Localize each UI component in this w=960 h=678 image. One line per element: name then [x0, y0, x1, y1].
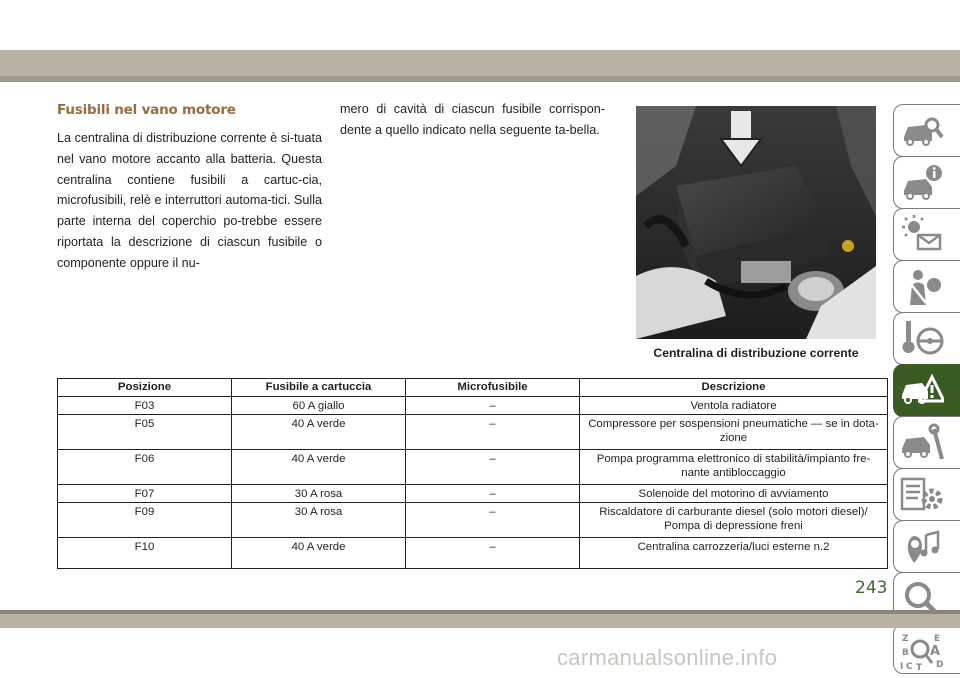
cell-description: Ventola radiatore	[580, 397, 888, 415]
cell-position: F09	[58, 503, 232, 538]
multimedia-icon	[900, 527, 944, 567]
car-wrench-icon	[900, 423, 944, 463]
table-row	[58, 397, 888, 415]
car-magnifier-icon	[900, 111, 944, 151]
tab-warning-light-message[interactable]	[893, 208, 960, 261]
cell-position: F07	[58, 485, 232, 503]
table-header-row	[58, 379, 888, 397]
table-row	[58, 503, 888, 538]
tab-car-magnifier[interactable]	[893, 104, 960, 157]
fuse-box-photo	[636, 106, 876, 339]
table-row	[58, 415, 888, 450]
column-header-description: Descrizione	[580, 379, 888, 397]
cell-position: F05	[58, 415, 232, 450]
table-row	[58, 450, 888, 485]
index-letter-d: D	[936, 660, 944, 670]
tab-car-warning-triangle[interactable]	[893, 364, 960, 417]
cell-description: Centralina carrozzeria/luci esterne n.2	[580, 538, 888, 569]
cell-position: F06	[58, 450, 232, 485]
column-header-mini-fuse: Microfusibile	[406, 379, 580, 397]
cell-position: F10	[58, 538, 232, 569]
seatbelt-airbag-icon	[900, 267, 944, 307]
figure-caption: Centralina di distribuzione corrente	[653, 346, 859, 360]
alphabetical-index-icon	[900, 631, 944, 671]
tab-key-steering-wheel[interactable]	[893, 312, 960, 365]
cell-mini-fuse: –	[406, 415, 580, 450]
cell-description: Riscaldatore di carburante diesel (solo motori diesel)/ Pompa di depressione freni	[580, 503, 888, 538]
column-header-position: Posizione	[58, 379, 232, 397]
index-letter-c: C	[906, 662, 913, 671]
cell-mini-fuse: –	[406, 450, 580, 485]
warning-light-message-icon	[900, 215, 944, 255]
section-title: Fusibili nel vano motore	[57, 102, 236, 118]
car-warning-triangle-icon	[900, 371, 944, 411]
cell-description: Pompa programma elettronico di stabilità/impianto fre-nante antibloccaggio	[580, 450, 888, 485]
tab-car-info[interactable]	[893, 156, 960, 209]
cell-mini-fuse: –	[406, 503, 580, 538]
tab-seatbelt-airbag[interactable]	[893, 260, 960, 313]
top-band	[0, 50, 960, 82]
cell-cartridge-fuse: 60 A giallo	[232, 397, 406, 415]
table-row	[58, 538, 888, 569]
index-letter-a: A	[930, 644, 941, 659]
tab-car-wrench[interactable]	[893, 416, 960, 469]
index-letter-i: I	[900, 662, 904, 671]
body-paragraph-left: La centralina di distribuzione corrente è si-tuata nel vano motore accanto alla batteria. Questa centralina contiene fusibili a cartuc-cia, microfusibili, relè e interruttori automa-tici. Sulla parte interna del coperchio po-trebbe essere riportata la descrizione di ciascun fusibile o componente oppure il nu-	[57, 131, 322, 270]
cell-cartridge-fuse: 40 A verde	[232, 538, 406, 569]
fuse-table	[57, 378, 888, 569]
column-header-cartridge-fuse: Fusibile a cartuccia	[232, 379, 406, 397]
cell-cartridge-fuse: 30 A rosa	[232, 485, 406, 503]
index-letter-z: Z	[902, 634, 909, 644]
cell-mini-fuse: –	[406, 397, 580, 415]
cell-cartridge-fuse: 40 A verde	[232, 415, 406, 450]
page-number: 243	[855, 578, 888, 598]
table-row	[58, 485, 888, 503]
tab-multimedia[interactable]	[893, 520, 960, 573]
cell-cartridge-fuse: 30 A rosa	[232, 503, 406, 538]
key-steering-wheel-icon	[900, 319, 944, 359]
cell-description: Compressore per sospensioni pneumatiche — se in dota-zione	[580, 415, 888, 450]
tab-manual-gear[interactable]	[893, 468, 960, 521]
index-letter-t: T	[916, 663, 923, 671]
tab-alphabetical-index[interactable]	[893, 624, 960, 674]
index-letter-b: B	[902, 648, 909, 658]
chapter-tabs-sidebar	[890, 96, 960, 671]
index-letter-e: E	[934, 634, 941, 644]
cell-position: F03	[58, 397, 232, 415]
body-paragraph-right: mero di cavità di ciascun fusibile corrispon-dente a quello indicato nella seguente ta-bella.	[340, 102, 605, 137]
cell-description: Solenoide del motorino di avviamento	[580, 485, 888, 503]
cell-mini-fuse: –	[406, 538, 580, 569]
watermark: carmanualsonline.info	[557, 645, 778, 670]
cell-cartridge-fuse: 40 A verde	[232, 450, 406, 485]
manual-gear-icon	[900, 475, 944, 515]
bottom-band	[0, 610, 960, 628]
car-info-icon	[900, 163, 944, 203]
cell-mini-fuse: –	[406, 485, 580, 503]
